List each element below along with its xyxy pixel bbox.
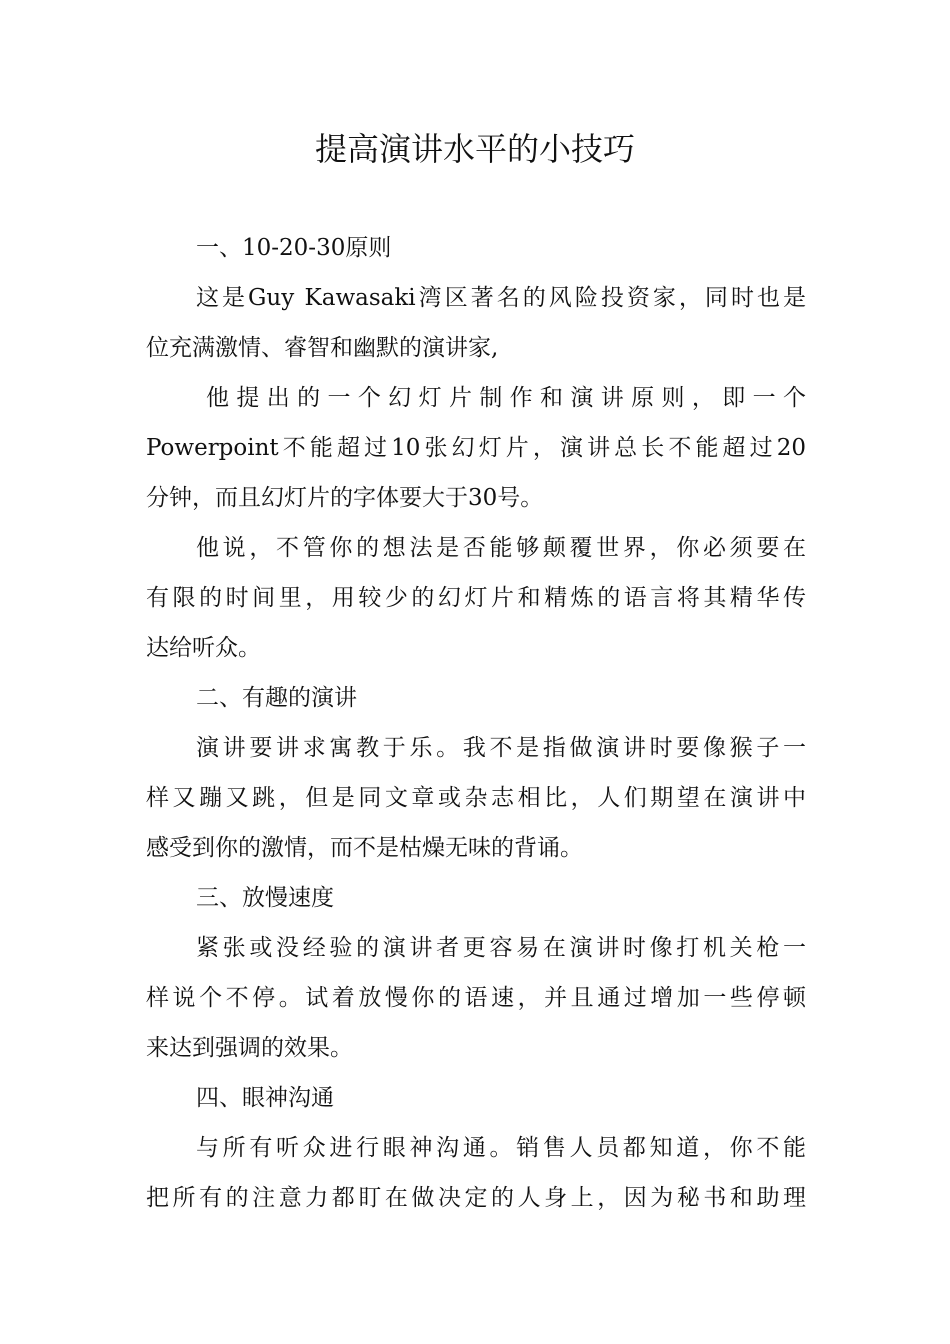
section-heading-1: 一、10-20-30原则 bbox=[196, 235, 392, 261]
paragraph-line: 演讲要讲求寓教于乐。我不是指做演讲时要像猴子一 bbox=[196, 735, 806, 761]
section-heading-3: 三、放慢速度 bbox=[196, 885, 334, 911]
paragraph-line: 来达到强调的效果。 bbox=[146, 1035, 353, 1061]
paragraph-line: 紧张或没经验的演讲者更容易在演讲时像打机关枪一 bbox=[196, 935, 806, 961]
paragraph-line: Powerpoint不能超过10张幻灯片，演讲总长不能超过20 bbox=[146, 435, 806, 461]
paragraph-line: 达给听众。 bbox=[146, 635, 261, 661]
paragraph-line: 把所有的注意力都盯在做决定的人身上，因为秘书和助理 bbox=[146, 1185, 806, 1211]
section-heading-4: 四、眼神沟通 bbox=[196, 1085, 334, 1111]
paragraph-line: 有限的时间里，用较少的幻灯片和精炼的语言将其精华传 bbox=[146, 585, 806, 611]
section-heading-2: 二、有趣的演讲 bbox=[196, 685, 357, 711]
paragraph-line: 样又蹦又跳，但是同文章或杂志相比，人们期望在演讲中 bbox=[146, 785, 806, 811]
paragraph-line: 与所有听众进行眼神沟通。销售人员都知道，你不能 bbox=[196, 1135, 806, 1161]
paragraph-line: 样说个不停。试着放慢你的语速，并且通过增加一些停顿 bbox=[146, 985, 806, 1011]
paragraph-line: 位充满激情、睿智和幽默的演讲家, bbox=[146, 335, 499, 361]
paragraph-line: 这是Guy Kawasaki湾区著名的风险投资家，同时也是 bbox=[196, 285, 806, 311]
paragraph-line: 他说，不管你的想法是否能够颠覆世界，你必须要在 bbox=[196, 535, 806, 561]
paragraph-line: 他提出的一个幻灯片制作和演讲原则，即一个 bbox=[206, 385, 806, 411]
paragraph-line: 感受到你的激情，而不是枯燥无味的背诵。 bbox=[146, 835, 583, 861]
document-title: 提高演讲水平的小技巧 bbox=[314, 130, 635, 168]
paragraph-line: 分钟，而且幻灯片的字体要大于30号。 bbox=[146, 485, 544, 511]
